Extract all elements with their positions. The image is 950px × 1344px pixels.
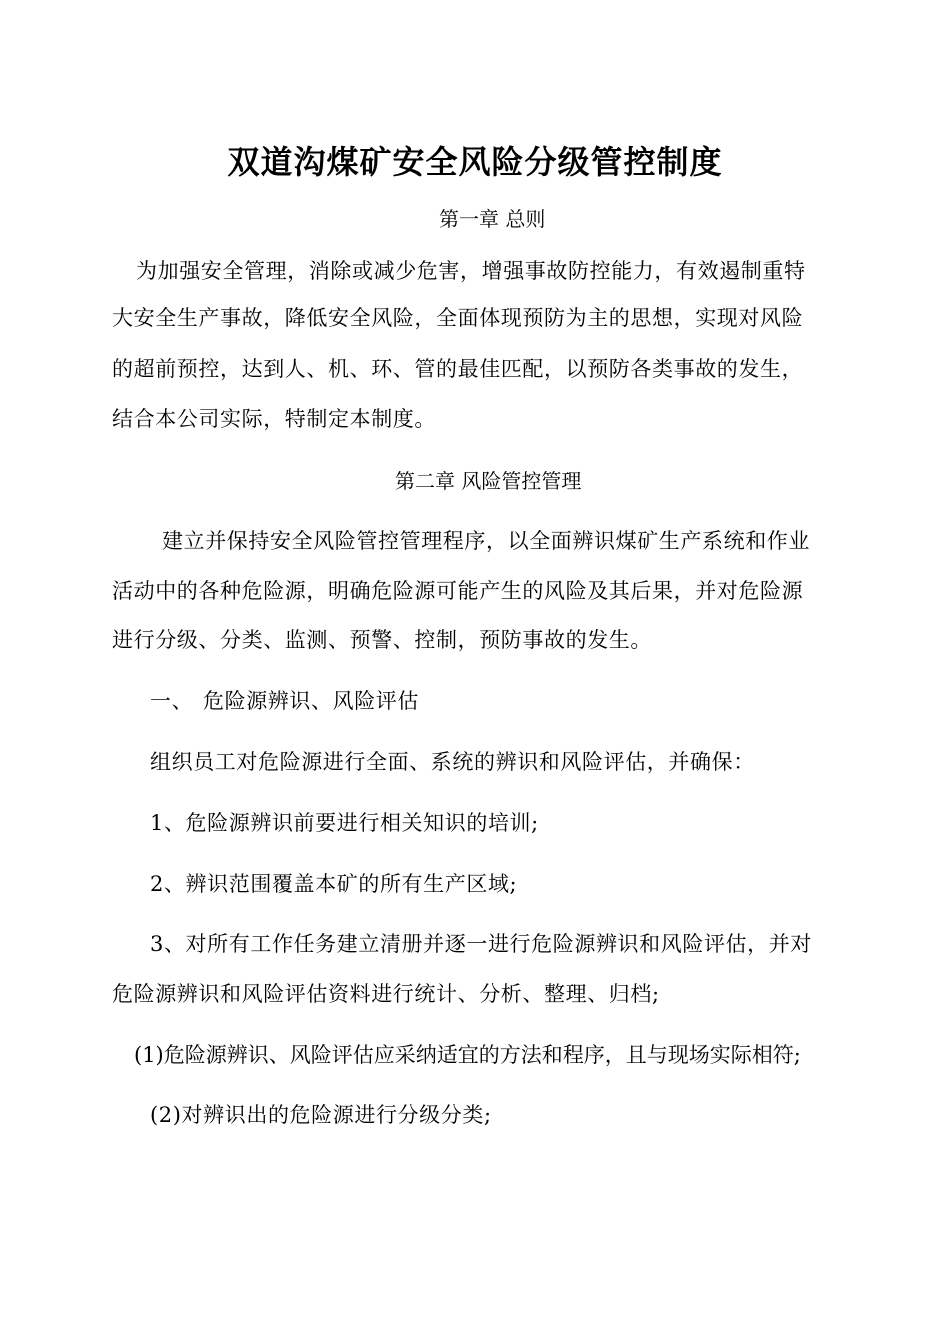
section1-intro: 组织员工对危险源进行全面、系统的辨识和风险评估，并确保： [150, 750, 755, 774]
chapter1-para-line-4: 结合本公司实际，特制定本制度。 [112, 407, 436, 431]
chapter2-para-line-2: 活动中的各种危险源，明确危险源可能产生的风险及其后果，并对危险源 [112, 579, 804, 603]
chapter2-para-line-3: 进行分级、分类、监测、预警、控制，预防事故的发生。 [112, 628, 652, 652]
section1-title: 危险源辨识、风险评估 [203, 689, 419, 713]
chapter1-heading: 第一章 总则 [439, 207, 546, 231]
chapter1-para-line-1: 为加强安全管理，消除或减少危害，增强事故防控能力，有效遏制重特 [136, 259, 806, 283]
document-title: 双道沟煤矿安全风险分级管控制度 [227, 143, 723, 181]
sub-item-1: (1)危险源辨识、风险评估应采纳适宜的方法和程序，且与现场实际相符; [134, 1043, 801, 1067]
list-item-2: 2、辨识范围覆盖本矿的所有生产区域; [150, 872, 518, 896]
chapter1-para-line-3: 的超前预控，达到人、机、环、管的最佳匹配，以预防各类事故的发生， [112, 357, 804, 381]
chapter2-para-line-1: 建立并保持安全风险管控管理程序，以全面辨识煤矿生产系统和作业 [162, 529, 810, 553]
list-item-1: 1、危险源辨识前要进行相关知识的培训; [150, 811, 539, 835]
chapter1-para-line-2: 大安全生产事故，降低安全风险，全面体现预防为主的思想，实现对风险 [112, 306, 804, 330]
section1-number: 一、 [150, 689, 194, 713]
sub-item-2: (2)对辨识出的危险源进行分级分类; [150, 1103, 492, 1127]
chapter2-heading: 第二章 风险管控管理 [395, 469, 582, 493]
list-item-3-line-1: 3、对所有工作任务建立清册并逐一进行危险源辨识和风险评估，并对 [150, 932, 812, 956]
list-item-3-line-2: 危险源辨识和风险评估资料进行统计、分析、整理、归档; [112, 982, 660, 1006]
